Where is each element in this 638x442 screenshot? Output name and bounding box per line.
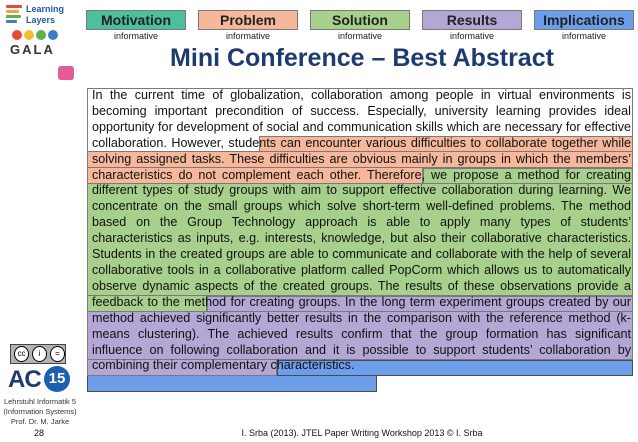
abstract-problem: However, students can encounter various difficulties to collaborate together while solving assigned tasks. These difficulties are obvious mainly in groups in which the members’ characteristics do not complement each other. [92,135,631,182]
abstract-text [87,88,633,374]
tab-problem-sub: informative [225,31,270,41]
no-derivatives-icon: = [50,346,65,362]
tab-problem[interactable] [198,10,298,44]
sidebar [0,0,80,442]
section-nav [86,10,636,44]
ac-logo-number: 15 [44,366,70,392]
tab-problem-label[interactable]: Problem [198,10,298,30]
learning-layers-text [26,4,64,26]
tab-implications-sub: informative [561,31,606,41]
chair-line: Prof. Dr. M. Jarke [10,417,70,426]
abstract-motivation: In the current time of globalization, collaboration among people in virtual environments is becoming important precondition of success. Especially, university learning provides ideal opportunity for development of social and communication skills which are necessary for effective collaboration. [92,88,631,150]
abstract-results: The results of these observations provide a feedback to the method for creating groups. In the long term experiment groups created by our method achieved significantly better results in the comparison with the reference method (k-means clustering). The achieved results confirm that the group formation has significant influence on following collaboration and [92,278,632,357]
learning-layers-logo [6,2,76,28]
implications-highlight [87,376,377,392]
page-number: 28 [33,428,44,438]
tab-solution-sub: informative [337,31,382,41]
chair-line: Lehrstuhl Informatik 5 [3,397,77,406]
tab-motivation-sub: informative [113,31,158,41]
tab-motivation[interactable] [86,10,186,44]
partner-logo-icon [58,66,74,80]
chair-info [2,397,78,427]
learning-layers-line-2: Layers [26,15,56,25]
gala-text: GALA [10,42,55,57]
ac15-logo [8,366,70,394]
page-title: Mini Conference – Best Abstract [170,44,554,72]
footer-citation: I. Srba (2013). JTEL Paper Writing Workshop 2013 © I. Srba [241,428,483,438]
tab-solution[interactable] [310,10,410,44]
attribution-icon: i [32,346,47,362]
abstract-block [87,88,633,388]
tab-results-sub: informative [449,31,494,41]
gala-dots-icon [12,30,66,40]
cc-icon: cc [14,346,29,362]
tab-solution-label[interactable]: Solution [310,10,410,30]
creative-commons-badge [10,344,66,364]
learning-layers-line-1: Learning [26,4,65,14]
tab-motivation-label[interactable]: Motivation [86,10,186,30]
tab-implications-label[interactable]: Implications [534,10,634,30]
tab-implications[interactable] [534,10,634,44]
learning-layers-bars-icon [6,5,22,25]
abstract-solution: Therefore, we propose a method for creating different types of study groups with aim to support effective collaboration during learning. We concentrate on the small groups which solve short-term well-defined problems. The method based on the Group Technology approach is able to apply many types of students’ characteristics as inputs, e.g. interests, knowledge, but also their collaborative characteristics. Students in the created groups are able to communicate and collaborate with the help of several collaborative tools in a collaborative platform called PopCorm which allows us to automatically observe dynamic aspects of the created groups. [92,167,631,293]
tab-results[interactable] [422,10,522,44]
chair-line: (Information Systems) [3,407,77,416]
abstract-implications: it is possible to support students’ collaboration by combining their complementary characteristics. [92,342,632,373]
tab-results-label[interactable]: Results [422,10,522,30]
ac-logo-text: AC [8,366,41,393]
gala-logo [10,30,66,70]
